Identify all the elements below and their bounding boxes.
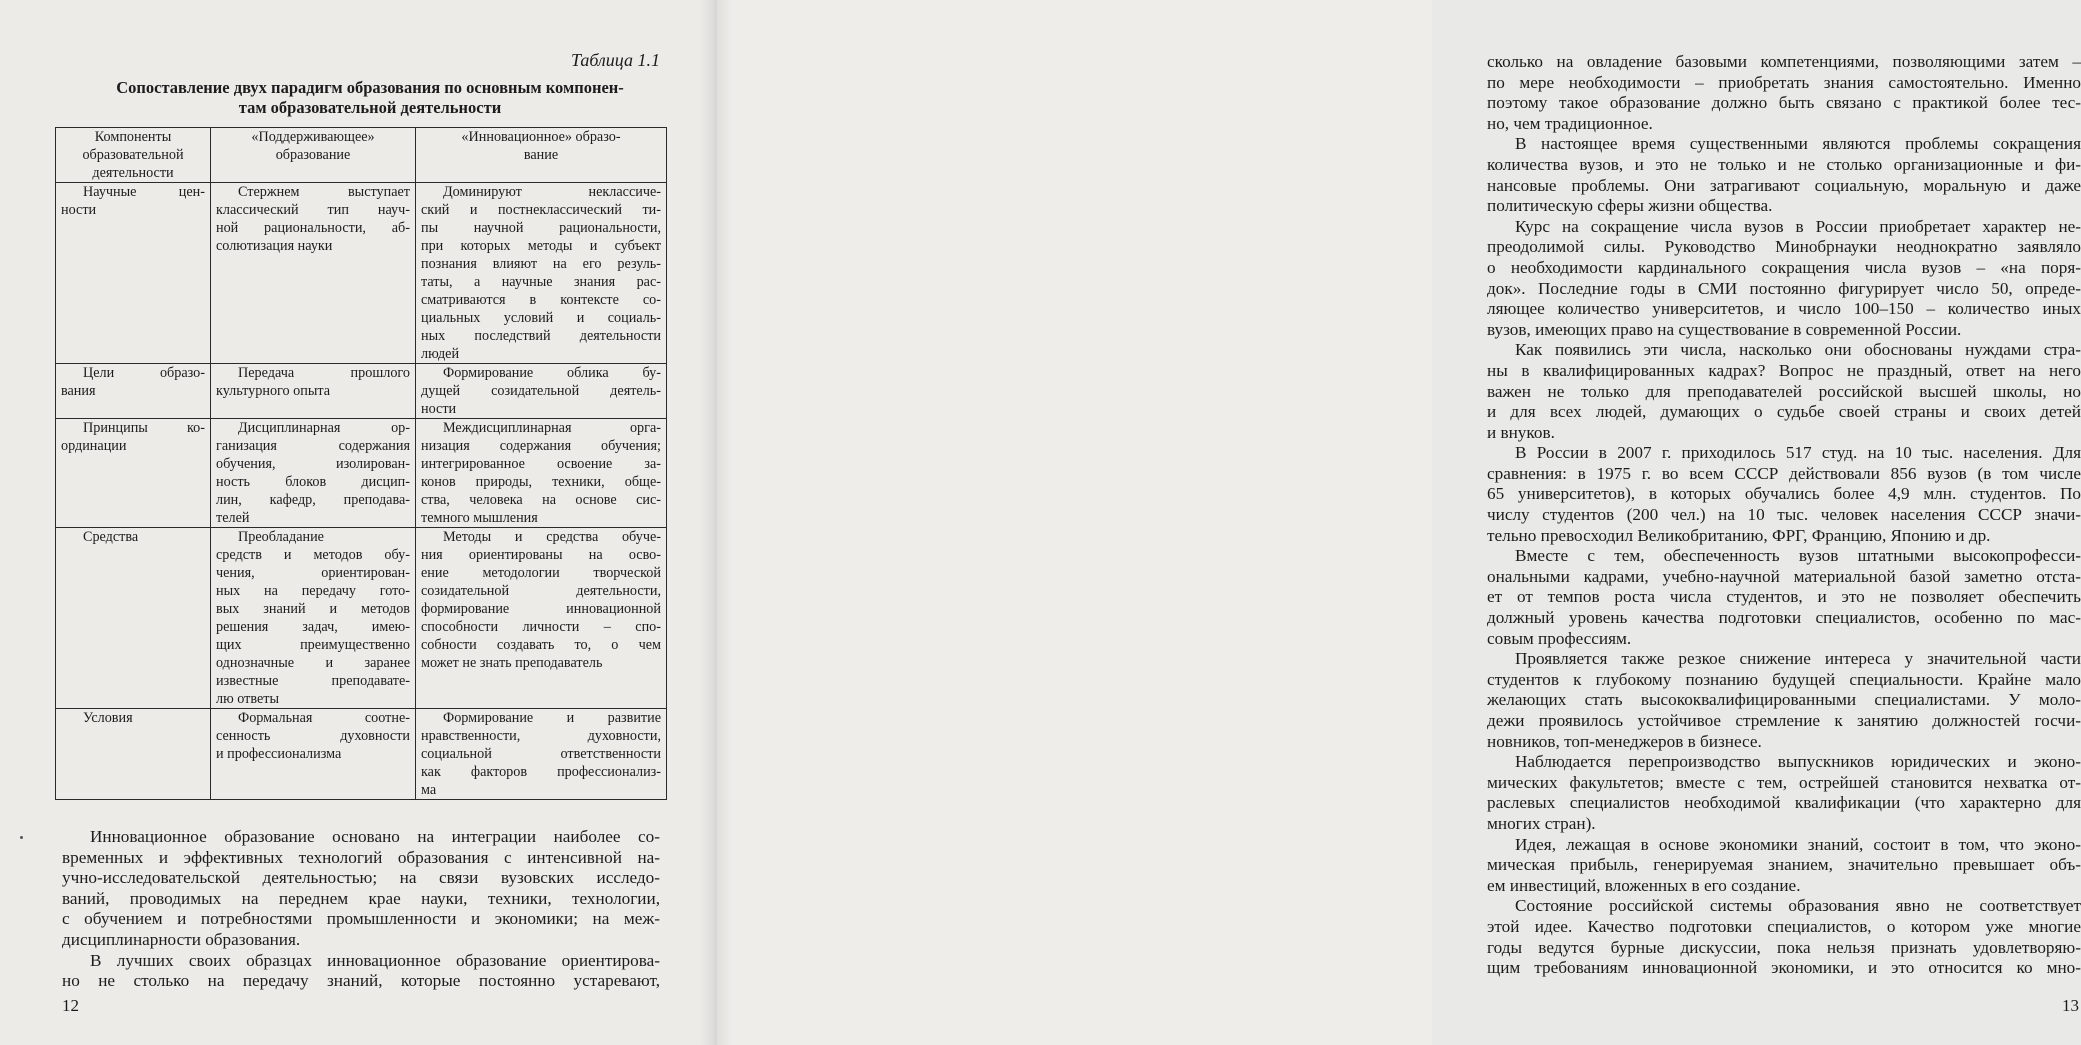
text-line: щим требованиям инновационной экономики, и это относится ко мно- <box>1487 958 2081 978</box>
text-line: сколько на овладение базовыми компетенциями, позволяющими затем – <box>1487 52 2081 71</box>
table-title <box>70 78 670 118</box>
text-line: В настоящее время существенными являются проблемы сокращения <box>1515 134 2081 154</box>
book-gutter-shadow <box>700 0 732 1045</box>
table-row <box>56 528 667 709</box>
table-row <box>56 364 667 419</box>
text-line: Курс на сокращение числа вузов в России приобретает характер не- <box>1515 216 2081 236</box>
text-line: числу студентов (200 чел.) на 10 тыс. человек населения СССР значи- <box>1487 505 2081 525</box>
text-line: но, чем традиционное. <box>1487 113 1653 133</box>
header-components: Компоненты образовательной деятельности <box>56 128 211 183</box>
table-cell-innovative: Формирование и развитие нравственности, духовности, социальной ответственности как факторов профессионализ- ма <box>416 709 667 800</box>
text-line: дисциплинарности образования. <box>62 929 301 949</box>
table-cell-innovative: Методы и средства обуче- ния ориентированы на осво- ение методологии творческой созидательной деятельности, формирование инновационной способности личности – спо- собности создавать то, о чем может не знать преподаватель <box>416 528 667 709</box>
table-cell-component: Цели образо- вания <box>56 364 211 419</box>
header-innovative: «Инновационное» образо- вание <box>416 128 667 183</box>
text-line: важен не только для преподавателей российской высшей школы, но <box>1487 381 2081 401</box>
text-line: ональными кадрами, учебно-научной материальной базой заметно отста- <box>1487 566 2081 586</box>
page-number: 13 <box>2062 996 2079 1015</box>
text-line: В России в 2007 г. приходилось 517 студ. на 10 тыс. населения. Для <box>1515 443 2081 463</box>
table-header-row <box>56 128 667 183</box>
header-supporting: «Поддерживающее» образование <box>211 128 416 183</box>
right-page <box>716 0 2081 1045</box>
text-line: 65 университетов), в которых обучались более 4,9 млн. студентов. По <box>1487 484 2081 504</box>
text-line: ны в квалифицированных кадрах? Вопрос не праздный, ответ на него <box>1487 360 2081 380</box>
table-cell-innovative: Формирование облика бу- дущей созидательной деятель- ности <box>416 364 667 419</box>
text-line: но не столько на передачу знаний, которые постоянно устаревают, <box>62 971 660 991</box>
text-line: нансовые проблемы. Они затрагивают социальную, моральную и даже <box>1487 175 2081 195</box>
table-cell-supporting: Дисциплинарная ор- ганизация содержания обучения, изолирован- ность блоков дисцип- лин, кафедр, преподава- телей <box>211 419 416 528</box>
text-line: о необходимости кардинального сокращения числа вузов – «на поря- <box>1487 257 2081 277</box>
margin-dot <box>20 836 23 839</box>
text-line: поэтому такое образование должно быть связано с практикой более тес- <box>1487 93 2081 113</box>
text-line: мическая прибыль, генерируемая знанием, значительно превышает объ- <box>1487 855 2081 875</box>
text-line: учно-исследовательской деятельностью; на связи вузовских исследо- <box>62 868 660 888</box>
table-cell-component: Условия <box>56 709 211 800</box>
table-title-line: Сопоставление двух парадигм образования по основным компонен- <box>116 78 624 97</box>
table-cell-component: Средства <box>56 528 211 709</box>
text-line: Как появились эти числа, насколько они обоснованы нуждами стра- <box>1515 340 2081 360</box>
text-line: ет от темпов роста числа студентов, и это не позволяет обеспечить <box>1487 587 2081 607</box>
text-line: Наблюдается перепроизводство выпускников юридических и эконо- <box>1515 752 2081 772</box>
text-line: с обучением и потребностями промышленности и экономики; на меж- <box>62 909 660 929</box>
text-line: дежи проявилось устойчивое стремление к занятию должностей госчи- <box>1487 711 2081 730</box>
table-cell-supporting: Передача прошлого культурного опыта <box>211 364 416 419</box>
table-row <box>56 709 667 800</box>
table-label: Таблица 1.1 <box>570 50 660 70</box>
text-line: Инновационное образование основано на интеграции наиболее со- <box>90 827 660 846</box>
text-line: многих стран). <box>1487 813 1596 833</box>
text-line: раслевых специалистов необходимой квалификации (что характерно для <box>1487 793 2081 813</box>
table-row <box>56 183 667 364</box>
table-row <box>56 419 667 528</box>
text-line: новников, топ-менеджеров в бизнесе. <box>1487 731 1762 751</box>
text-line: вузов, имеющих право на существование в современной России. <box>1487 319 1962 339</box>
table-cell-supporting: Формальная соотне- сенность духовности и профессионализма <box>211 709 416 800</box>
text-line: Проявляется также резкое снижение интереса у значительной части <box>1515 649 2081 669</box>
text-line: Идея, лежащая в основе экономики знаний, состоит в том, что эконо- <box>1515 834 2081 854</box>
text-line: тельно превосходил Великобританию, ФРГ, Францию, Японию и др. <box>1487 525 1991 545</box>
text-line: этой идее. Качество подготовки специалистов, о котором уже многие <box>1487 916 2081 936</box>
text-line: Состояние российской системы образования явно не соответствует <box>1515 896 2081 916</box>
table-cell-component: Научные цен- ности <box>56 183 211 364</box>
text-line: Вместе с тем, обеспеченность вузов штатными высокопрофесси- <box>1515 546 2081 566</box>
table-cell-innovative: Междисциплинарная орга- низация содержания обучения; интегрированное освоение за- конов природы, техники, обще- ства, человека на основе сис- темного мышления <box>416 419 667 528</box>
text-line: совым профессиям. <box>1487 628 1632 648</box>
left-page <box>0 0 716 1045</box>
text-line: и для всех людей, думающих о судьбе своей страны и своих детей <box>1487 402 2081 422</box>
text-line: и внуков. <box>1487 422 1555 442</box>
right-body-text <box>1487 52 2081 979</box>
text-line: мических факультетов; вместе с тем, острейшей становится нехватка от- <box>1487 772 2081 792</box>
text-line: временных и эффективных технологий образования с интенсивной на- <box>62 847 660 867</box>
text-line: В лучших своих образцах инновационное образование ориентирова- <box>90 950 660 970</box>
table-cell-supporting: Преобладание средств и методов обу- чения, ориентирован- ных на передачу гото- вых знаний и методов решения задач, имею- щих преимущественно однозначные и заранее известные преподавате- лю ответы <box>211 528 416 709</box>
table-cell-component: Принципы ко- ординации <box>56 419 211 528</box>
text-line: студентов к глубокому познанию будущей специальности. Крайне мало <box>1487 669 2081 689</box>
text-line: преодолимой силы. Руководство Минобрнауки неоднократно заявляло <box>1487 237 2081 257</box>
text-line: должный уровень качества подготовки специалистов, особенно по мас- <box>1487 608 2081 628</box>
text-line: ем инвестиций, вложенных в его создание. <box>1487 875 1801 895</box>
table-cell-supporting: Стержнем выступает классический тип науч- ной рациональности, аб- солютизация науки <box>211 183 416 364</box>
text-line: годы ведутся бурные дискуссии, пока нельзя признать удовлетворяю- <box>1487 937 2081 957</box>
text-line: ляющее количество университетов, и число 100–150 – количество иных <box>1487 299 2081 319</box>
page-number: 12 <box>62 996 79 1015</box>
table-title-line: там образовательной деятельности <box>238 98 502 117</box>
text-line: сравнения: в 1975 г. во всем СССР действовали 856 вузов (в том числе <box>1487 463 2081 483</box>
text-line: количества вузов, и это не только и не столько организационные и фи- <box>1487 154 2081 174</box>
comparison-table <box>55 127 667 800</box>
text-line: желающих стать высококвалифицированными специалистами. У моло- <box>1487 690 2081 710</box>
text-line: по мере необходимости – приобретать знания самостоятельно. Именно <box>1487 72 2081 92</box>
text-line: ваний, проводимых на переднем крае науки, техники, технологии, <box>62 888 660 908</box>
text-line: док». Последние годы в СМИ постоянно фигурирует число 50, опреде- <box>1487 278 2081 298</box>
text-line: политическую сферы жизни общества. <box>1487 196 1773 216</box>
table-cell-innovative: Доминируют неклассиче- ский и постнеклассический ти- пы научной рациональности, при которых методы и субъект познания влияют на его резуль- таты, а научные знания рас- сматриваются в контексте со- циальных условий и социаль- ных последствий деятельности людей <box>416 183 667 364</box>
left-body-text <box>62 827 660 992</box>
